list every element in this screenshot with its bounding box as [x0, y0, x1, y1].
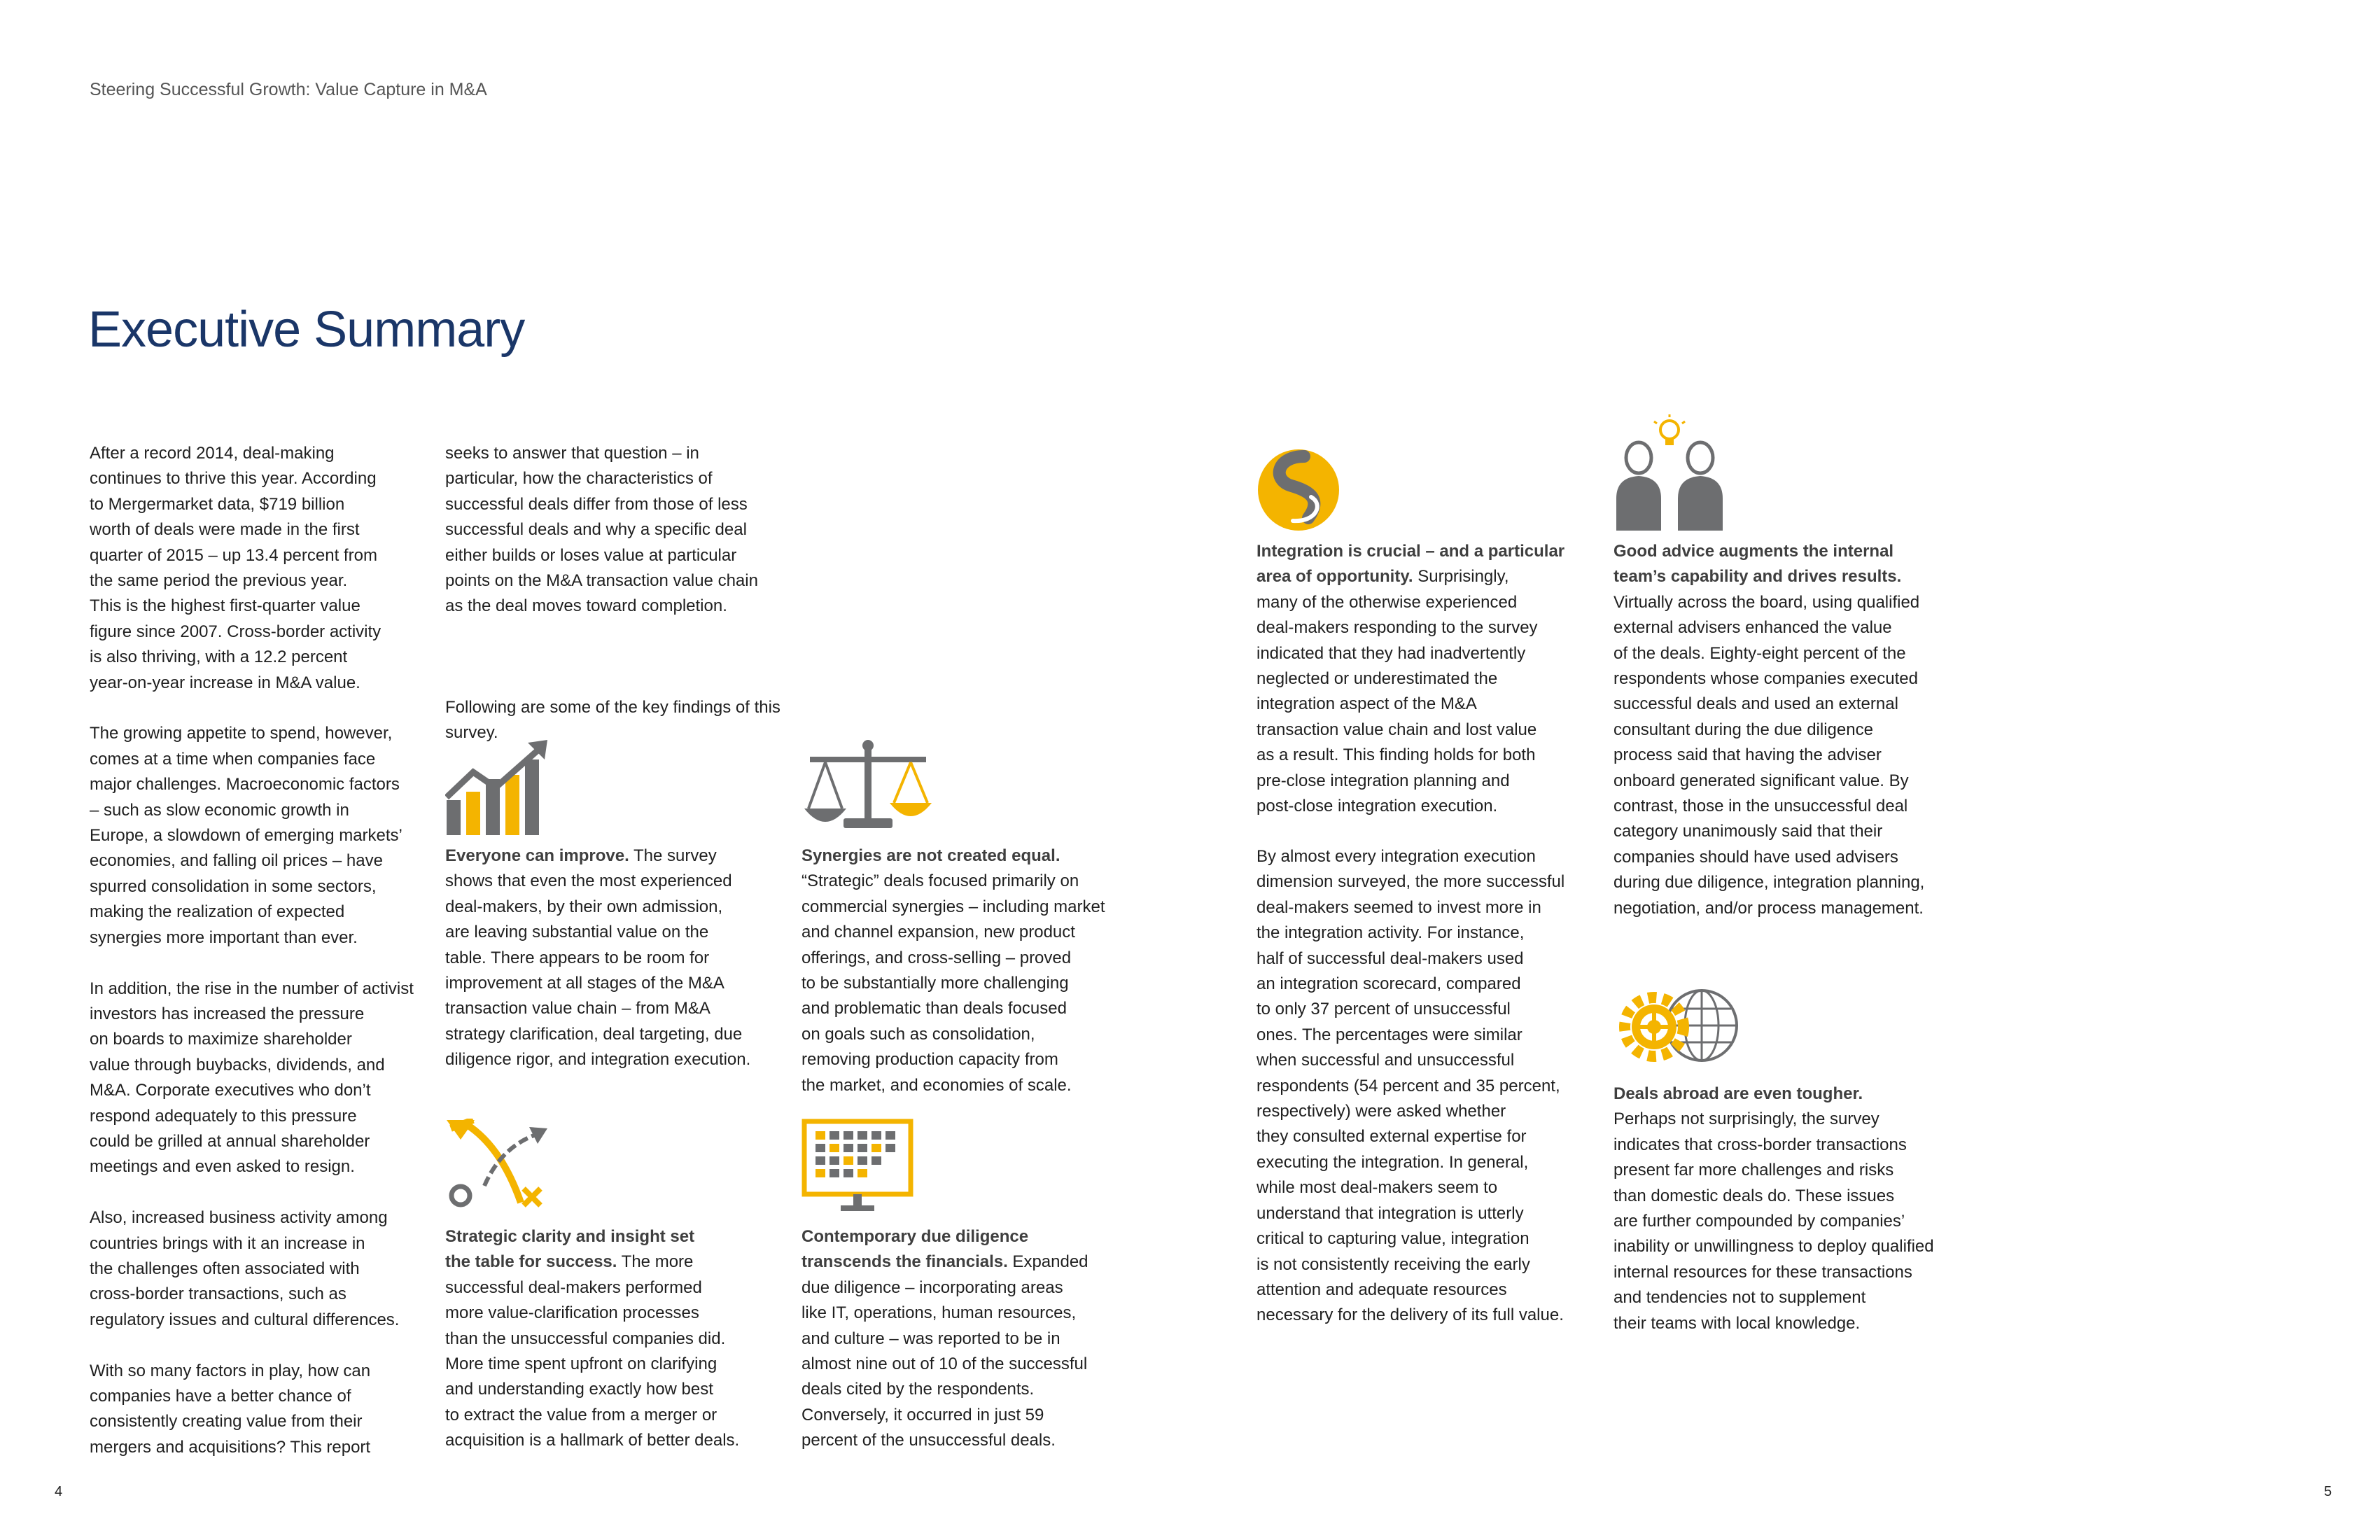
finding-headline: Everyone can improve. — [445, 846, 629, 865]
finding-headline: Contemporary due diligence transcends the financials. — [802, 1227, 1029, 1272]
finding-text-continued: By almost every integration execution dimension surveyed, the more successful deal-makers seemed to invest more in the integration activity. For instance, half of successful deal-makers used an integration scorecard, compared to only 37 percent of unsuccessful ones. The percentages were similar when successful and unsuccessful respondents (54 percent and 35 percent, respectively) were asked whether they consulted external expertise for executing the integration. In general, while most deal-makers seem to understand that integration is utterly critical to capturing value, integration is not consistently receiving the early attention and adequate resources necessary for the delivery of its full value. — [1256, 847, 1565, 1325]
page-title: Executive Summary — [88, 302, 525, 358]
finding-text: The survey shows that even the most experienced deal-makers, by their own admission, are leaving substantial value on the table. There appears to be room for improvement at all stages of the M&A transaction value chain – from M&A strategy clarification, deal targeting, due diligence rigor, and integration execution. — [445, 846, 751, 1070]
intro-column-1 — [90, 441, 440, 1460]
intro-paragraph: seeks to answer that question – in particular, how the characteristics of successful deals differ from those of less successful deals and why a specific deal either builds or loses value at particular points on the M&A transaction value chain as the deal moves toward completion. — [445, 444, 758, 616]
integration-link-icon — [1256, 448, 1348, 532]
advisers-idea-icon — [1614, 414, 1726, 533]
intro-paragraph: The growing appetite to spend, however, comes at a time when companies face major challenges. Macroeconomic factors – such as slow economic growth in Europe, a slowdown of emerging markets’ economies, and falling oil prices – have spurred consolidation in some sectors, making the realization of expected synergies more important than ever. — [90, 724, 402, 947]
growth-chart-icon — [445, 738, 550, 836]
findings-lead-text: Following are some of the key findings of this survey. — [445, 698, 780, 743]
finding-text: Perhaps not surprisingly, the survey indicates that cross-border transactions present far more challenges and risks than domestic deals do. These issues are further compounded by companies’ inability or unwillingness to deploy qualified internal resources for these transactions and tendencies not to supplement their teams with local knowledge. — [1614, 1110, 1934, 1333]
finding-headline: Strategic clarity and insight set the table for success. — [445, 1227, 695, 1272]
intro-paragraph: After a record 2014, deal-making continues to thrive this year. According to Mergermarket data, $719 billion worth of deals were made in the first quarter of 2015 – up 13.4 percent from the same period the previous year. This is the highest first-quarter value figure since 2007. Cross-border activity is also thriving, with a 12.2 percent year-on-year increase in M&A value. — [90, 444, 382, 692]
gear-globe-icon — [1614, 983, 1740, 1068]
intro-column-2 — [445, 441, 795, 620]
intro-paragraph: Also, increased business activity among countries brings with it an increase in the challenges often associated with cross-border transactions, such as regulatory issues and cultural differences. — [90, 1208, 400, 1329]
finding-text: “Strategic” deals focused primarily on commercial synergies – including market and channel expansion, new product offerings, and cross-selling – proved to be substantially more challenging and problematic than deals focused on goals such as consolidation, removing production capacity from the market, and economies of scale. — [802, 872, 1105, 1095]
finding-headline: Integration is crucial – and a particular area of opportunity. — [1256, 542, 1565, 587]
finding-headline: Good advice augments the internal team’s capability and drives results. — [1614, 542, 1902, 587]
strategy-play-icon — [445, 1119, 550, 1210]
page-number-left: 4 — [55, 1484, 63, 1499]
finding-headline: Synergies are not created equal. — [802, 846, 1060, 865]
finding-text: The more successful deal-makers performed more value-clarification processes than the unsuccessful companies did. More time spent upfront on clarifying and understanding exactly how best to extract the value from a merger or acquisition is a hallmark of better deals. — [445, 1252, 740, 1450]
finding-text: Virtually across the board, using qualified external advisers enhanced the value of the deals. Eighty-eight percent of the respondents whose companies executed successful deals and used an external consultant during the due diligence process said that having the adviser onboard generated significant value. By contrast, those in the unsuccessful deal category unanimously said that their companies should have used advisers during due diligence, integration planning, negotiation, and/or process management. — [1614, 592, 1925, 918]
page-number-right: 5 — [2324, 1484, 2332, 1499]
finding-headline: Deals abroad are even tougher. — [1614, 1084, 1863, 1103]
intro-paragraph: With so many factors in play, how can companies have a better chance of consistently creating value from their mergers and acquisitions? This report — [90, 1361, 371, 1457]
finding-text: Surprisingly, many of the otherwise experienced deal-makers responding to the survey indicated that they had inadvertently neglected or underestimated the integration aspect of the M&A transaction value chain and lost value as a result. This finding holds for both pre-close integration planning and post-close integration execution. — [1256, 567, 1538, 816]
monitor-grid-icon — [802, 1119, 913, 1217]
running-head: Steering Successful Growth: Value Capture in M&A — [90, 80, 487, 99]
balance-scale-icon — [802, 738, 934, 836]
finding-text: Expanded due diligence – incorporating areas like IT, operations, human resources, and culture – was reported to be in almost nine out of 10 of the successful deals cited by the respondents. Conversely, it occurred in just 59 percent of the unsuccessful deals. — [802, 1252, 1088, 1450]
intro-paragraph: In addition, the rise in the number of activist investors has increased the pressure on boards to maximize shareholder value through buybacks, dividends, and M&A. Corporate executives who don’t respond adequately to this pressure could be grilled at annual shareholder meetings and even asked to resign. — [90, 979, 414, 1177]
